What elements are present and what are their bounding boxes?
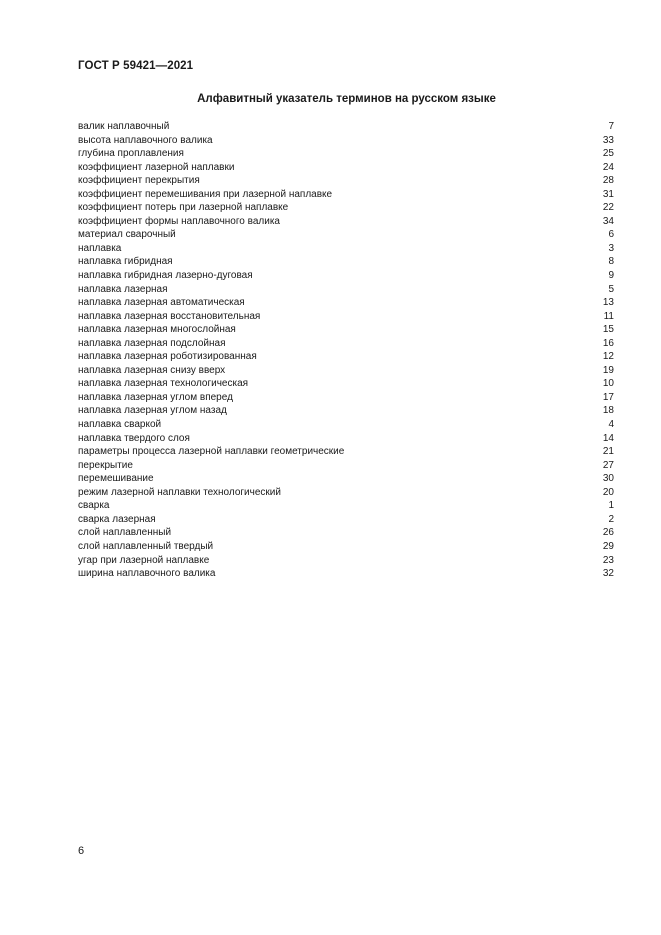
index-entry xyxy=(78,269,614,283)
index-entry-number: 25 xyxy=(602,148,614,160)
index-entry-term: наплавка лазерная xyxy=(78,283,168,295)
index-entry xyxy=(78,242,614,256)
index-entry-number: 18 xyxy=(602,405,614,417)
index-entry-term: наплавка лазерная восстановительная xyxy=(78,310,261,322)
index-entry-number: 7 xyxy=(608,121,614,132)
index-entry xyxy=(78,567,614,581)
index-entry-number: 34 xyxy=(602,215,614,227)
index-entry-number: 26 xyxy=(602,527,614,539)
index-entry xyxy=(78,486,614,500)
index-entry xyxy=(78,323,614,337)
index-entry xyxy=(78,554,614,568)
index-entry-number: 16 xyxy=(602,337,614,349)
index-entry-term: наплавка лазерная технологическая xyxy=(78,378,249,390)
index-entry-term: наплавка твердого слоя xyxy=(78,432,190,444)
index-entry xyxy=(78,174,614,188)
index-entry xyxy=(78,215,614,229)
index-entry xyxy=(78,459,614,473)
index-entry-number: 20 xyxy=(602,486,614,498)
index-entry xyxy=(78,526,614,540)
index-entry-term: коэффициент перекрытия xyxy=(78,175,200,187)
index-entry-term: слой наплавленный xyxy=(78,527,172,539)
index-entry-number: 5 xyxy=(608,283,614,295)
index-entry-term: режим лазерной наплавки технологический xyxy=(78,486,281,498)
index-entry-term: наплавка лазерная углом назад xyxy=(78,405,227,417)
index-entry-term: сварка xyxy=(78,500,110,512)
index-entry xyxy=(78,513,614,527)
index-entry xyxy=(78,255,614,269)
index-entry-term: перекрытие xyxy=(78,459,133,471)
index-entry xyxy=(78,364,614,378)
index-entry-term: валик наплавочный xyxy=(78,121,170,132)
index-entry xyxy=(78,445,614,459)
index-entry-term: наплавка гибридная xyxy=(78,256,173,268)
index-entry-term: коэффициент перемешивания при лазерной наплавке xyxy=(78,188,333,200)
index-entry-number: 23 xyxy=(602,554,614,566)
index-entry-number: 9 xyxy=(608,270,614,282)
index-entry-number: 12 xyxy=(602,351,614,363)
index-entry xyxy=(78,350,614,364)
index-title: Алфавитный указатель терминов на русском языке xyxy=(197,93,496,105)
index-entry-number: 2 xyxy=(608,513,614,525)
index-entry xyxy=(78,228,614,242)
index-entry-number: 33 xyxy=(602,134,614,146)
index-entry xyxy=(78,296,614,310)
index-entry xyxy=(78,120,614,134)
index-entry-term: наплавка лазерная автоматическая xyxy=(78,297,245,309)
index-entry xyxy=(78,201,614,215)
index-entry-number: 15 xyxy=(602,324,614,336)
index-entry-number: 13 xyxy=(602,297,614,309)
index-entry-number: 24 xyxy=(602,161,614,173)
index-entry-number: 17 xyxy=(602,391,614,403)
index-entry xyxy=(78,540,614,554)
index-entry-term: наплавка сваркой xyxy=(78,419,162,431)
index-entry xyxy=(78,377,614,391)
index-entry-number: 28 xyxy=(602,175,614,187)
index-entry xyxy=(78,337,614,351)
index-entry-term: наплавка лазерная роботизированная xyxy=(78,351,257,363)
index-entry xyxy=(78,134,614,148)
index-entry xyxy=(78,161,614,175)
document-header: ГОСТ Р 59421—2021 xyxy=(78,60,194,72)
index-entry-term: материал сварочный xyxy=(78,229,176,241)
index-entry xyxy=(78,418,614,432)
index-entry xyxy=(78,432,614,446)
index-entry-number: 21 xyxy=(602,446,614,458)
index-entry-term: глубина проплавления xyxy=(78,148,184,160)
index-entry-number: 32 xyxy=(602,568,614,580)
index-entry-number: 3 xyxy=(608,242,614,254)
index-entry-number: 8 xyxy=(608,256,614,268)
index-entry-term: высота наплавочного валика xyxy=(78,134,213,146)
index-entry xyxy=(78,188,614,202)
index-entry-term: наплавка лазерная многослойная xyxy=(78,324,236,336)
index-entry-number: 30 xyxy=(602,473,614,485)
index-entry-term: наплавка xyxy=(78,242,122,254)
index-entry-number: 4 xyxy=(608,419,614,431)
index-entry-term: коэффициент лазерной наплавки xyxy=(78,161,235,173)
index-entry xyxy=(78,147,614,161)
index-entry xyxy=(78,310,614,324)
index-entry-term: наплавка лазерная углом вперед xyxy=(78,391,233,403)
index-entry xyxy=(78,283,614,297)
index-entry xyxy=(78,472,614,486)
index-entry xyxy=(78,391,614,405)
index-entry xyxy=(78,404,614,418)
index-entry-number: 6 xyxy=(608,229,614,241)
index-entry-number: 29 xyxy=(602,540,614,552)
index-entry-term: коэффициент потерь при лазерной наплавке xyxy=(78,202,289,214)
index-entry-number: 14 xyxy=(602,432,614,444)
index-entry-term: сварка лазерная xyxy=(78,513,156,525)
index-entry-number: 1 xyxy=(608,500,614,512)
index-entry-term: ширина наплавочного валика xyxy=(78,568,216,580)
index-entry-term: перемешивание xyxy=(78,473,154,485)
index-entry-term: наплавка лазерная снизу вверх xyxy=(78,364,226,376)
index-entry-number: 10 xyxy=(602,378,614,390)
index-entry-term: коэффициент формы наплавочного валика xyxy=(78,215,280,227)
page-number: 6 xyxy=(78,845,85,857)
index-entry xyxy=(78,499,614,513)
index-entry-term: наплавка гибридная лазерно-дуговая xyxy=(78,270,253,282)
index-entry-term: слой наплавленный твердый xyxy=(78,540,214,552)
index-entry-number: 19 xyxy=(602,364,614,376)
index-entry-number: 31 xyxy=(602,188,614,200)
term-index-list xyxy=(78,120,614,581)
index-entry-number: 11 xyxy=(603,310,614,322)
index-entry-term: параметры процесса лазерной наплавки геометрические xyxy=(78,446,345,458)
index-entry-term: угар при лазерной наплавке xyxy=(78,554,210,566)
index-entry-number: 22 xyxy=(602,202,614,214)
index-entry-term: наплавка лазерная подслойная xyxy=(78,337,226,349)
index-entry-number: 27 xyxy=(602,459,614,471)
